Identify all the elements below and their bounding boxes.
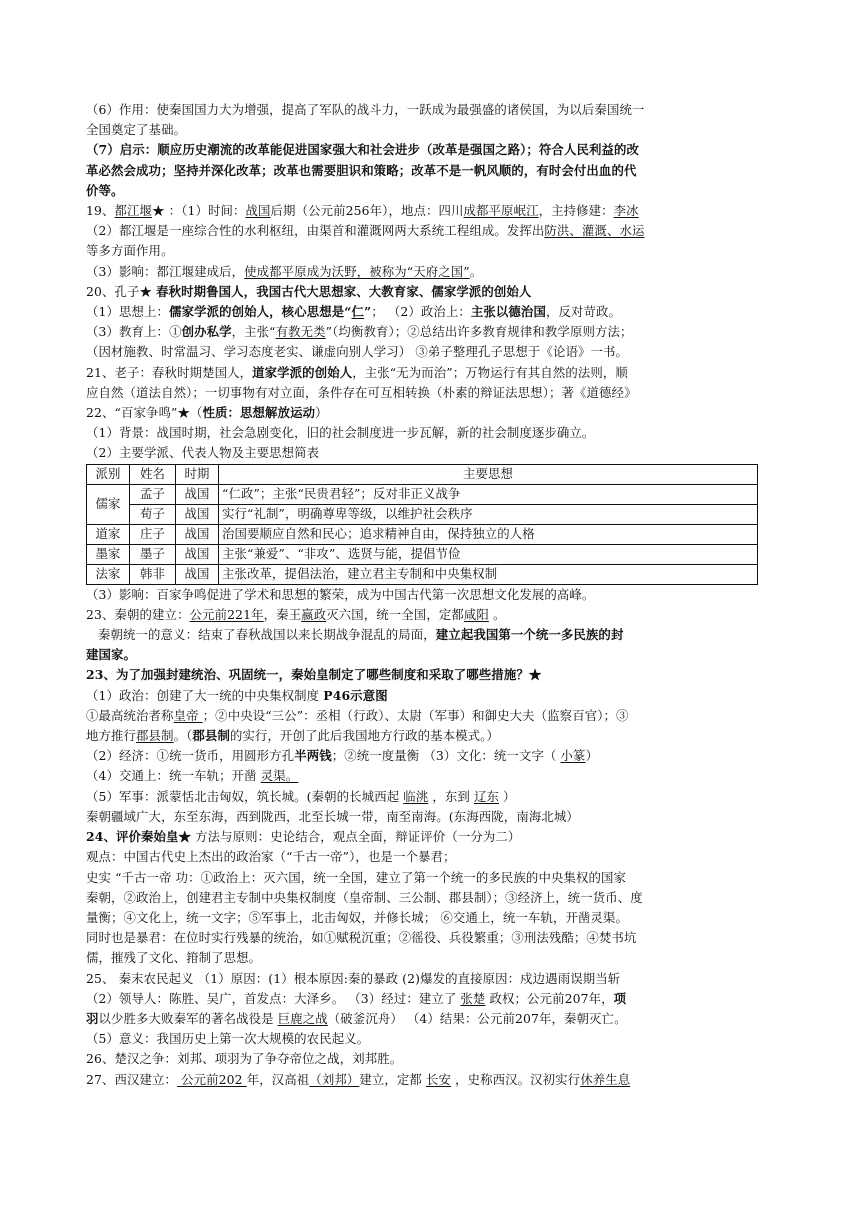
text-line: 等多方面作用。: [86, 243, 174, 259]
section-27-line: 27、西汉建立： 公元前202 年，汉高祖（刘邦）建立，定都 长安 ，史称西汉。汉初实行休养生息: [86, 1071, 631, 1087]
text-line: （6）作用：使秦国国力大为增强，提高了军队的战斗力，一跃成为最强盛的诸侯国，为以后秦国统一: [86, 102, 645, 117]
section-22-line: 22、“百家争鸣”★（性质：思想解放运动）: [86, 405, 328, 421]
table-cell: 治国要顺应自然和民心；追求精神自由，保持独立的人格: [219, 524, 758, 544]
table-cell: 战国: [176, 504, 219, 524]
text-line: 价等。: [86, 182, 124, 198]
table-cell: 孟子: [130, 484, 176, 504]
section-23-measures-line: 23、为了加强封建统治、巩固统一，秦始皇制定了哪些制度和采取了哪些措施？★: [86, 667, 542, 683]
table-row: [87, 484, 758, 504]
text-line: （7）启示：顺应历史潮流的改革能促进国家强大和社会进步（改革是强国之路）；符合人民利益的改: [86, 142, 640, 158]
text-line: 量衡；④文化上，统一文字；⑤军事上，北击匈奴，并修长城； ⑥交通上，统一车轨，开凿灵渠。: [86, 909, 629, 925]
table-cell: 墨家: [87, 544, 130, 564]
text-line: （2）都江堰是一座综合性的水利枢纽，由渠首和灌溉网两大系统工程组成。发挥出防洪、灌溉、水运: [86, 223, 645, 239]
text-line: （3）影响：百家争鸣促进了学术和思想的繁荣，成为中国古代第一次思想文化发展的高峰。: [86, 586, 595, 602]
text-line: （5）军事：派蒙恬北击匈奴，筑长城。(秦朝的长城西起 临洮 ，东到 辽东 ）: [86, 788, 516, 804]
table-header: 派别: [87, 464, 130, 484]
text-line: 秦朝统一的意义：结束了春秋战国以来长期战争混乱的局面，建立起我国第一个统一多民族的封: [98, 627, 624, 643]
section-26-line: 26、楚汉之争：刘邦、项羽为了争夺帝位之战，刘邦胜。: [86, 1051, 403, 1067]
text-line: 儒，摧残了文化、箝制了思想。: [86, 950, 262, 966]
table-cell: 主张改革，提倡法治，建立君主专制和中央集权制: [219, 564, 758, 584]
table-cell: 战国: [176, 524, 219, 544]
text-line: 同时也是暴君：在位时实行残暴的统治，如①赋税沉重；②徭役、兵役繁重；③刑法残酷；④焚书坑: [86, 930, 637, 946]
text-line: （3）教育上：①创办私学，主张“有教无类”（均衡教育）；②总结出许多教育规律和教学原则方法；: [86, 324, 633, 340]
text-line: 秦朝疆域广大，东至东海，西到陇西，北至长城一带，南至南海。(东海西陇，南海北城）: [86, 808, 579, 824]
text-line: ①最高统治者称皇帝 ；②中央设“三公”：丞相（行政）、太尉（军事）和御史大夫（监察百官）；③: [86, 707, 629, 723]
text-line: 建国家。: [86, 647, 137, 663]
table-header-row: [87, 464, 758, 484]
table-header: 主要思想: [219, 464, 758, 484]
text-line: （1）政治：创建了大一统的中央集权制度 P46示意图: [86, 687, 388, 703]
table-cell: 法家: [87, 564, 130, 584]
table-row: [87, 504, 758, 524]
section-21-line: 21、老子：春秋时期楚国人，道家学派的创始人，主张“无为而治”；万物运行有其自然的法则，顺: [86, 364, 628, 380]
table-row: [87, 564, 758, 584]
document-page: [86, 100, 758, 1090]
text-line: 史实 “千古一帝 功：①政治上：灭六国，统一全国，建立了第一个统一的多民族的中央集权的国家: [86, 869, 627, 885]
text-line: （1）背景：战国时期，社会急剧变化，旧的社会制度进一步瓦解，新的社会制度逐步确立。: [86, 425, 595, 441]
text-line: 观点：中国古代史上杰出的政治家（“千古一帝”），也是一个暴君；: [86, 849, 456, 865]
table-cell: 庄子: [130, 524, 176, 544]
table-cell: 荀子: [130, 504, 176, 524]
text-line: 全国奠定了基础。: [86, 122, 187, 138]
table-cell: 韩非: [130, 564, 176, 584]
text-line: 地方推行郡县制。（郡县制的实行，开创了此后我国地方行政的基本模式。）: [86, 728, 500, 744]
table-cell: 儒家: [87, 484, 130, 524]
text-line: 羽以少胜多大败秦军的著名战役是 巨鹿之战（破釜沉舟） （4）结果：公元前207年，秦朝灭亡。: [86, 1010, 627, 1026]
table-cell: 道家: [87, 524, 130, 544]
table-cell: 墨子: [130, 544, 176, 564]
schools-table: [86, 464, 758, 585]
table-cell: 战国: [176, 544, 219, 564]
text-line: （2）主要学派、代表人物及主要思想简表: [86, 445, 320, 461]
text-line: （3）影响：都江堰建成后，使成都平原成为沃野，被称为“天府之国”。: [86, 263, 483, 279]
text-line: （2）领导人：陈胜、吴广，首发点：大泽乡。 （3）经过：建立了 张楚 政权；公元前207年，项: [86, 990, 627, 1006]
table-row: [87, 524, 758, 544]
section-24-line: 24、评价秦始皇★ 方法与原则：史论结合，观点全面，辩证评价（一分为二）: [86, 829, 521, 845]
text-line: （5）意义：我国历史上第一次大规模的农民起义。: [86, 1031, 370, 1047]
text-line: 秦朝，②政治上，创建君主专制中央集权制度（皇帝制、三公制、郡县制）；③经济上，统一货币、度: [86, 889, 643, 905]
section-20-line: 20、孔子★ 春秋时期鲁国人，我国古代大思想家、大教育家、儒家学派的创始人: [86, 283, 532, 299]
section-23-line: 23、秦朝的建立：公元前221年，秦王嬴政灭六国，统一全国，定都咸阳 。: [86, 606, 506, 622]
table-header: 时期: [176, 464, 219, 484]
text-line: （因材施教、时常温习、学习态度老实、谦虚向别人学习） ③弟子整理孔子思想于《论语》一书。: [86, 344, 629, 360]
section-25-line: 25、 秦末农民起义 （1）原因：(1）根本原因:秦的暴政 (2)爆发的直接原因：戍边遇雨误期当斩: [86, 970, 621, 986]
table-cell: 战国: [176, 484, 219, 504]
table-cell: 战国: [176, 564, 219, 584]
text-line: 应自然（道法自然）；一切事物有对立面，条件存在可互相转换（朴素的辩证法思想）；著《道德经》: [86, 384, 637, 400]
table-cell: 主张“兼爱”、“非攻”、选贤与能，提倡节俭: [219, 544, 758, 564]
text-line: （2）经济：①统一货币，用圆形方孔半两钱；②统一度量衡 （3）文化：统一文字（ 小篆）: [86, 748, 599, 764]
table-header: 姓名: [130, 464, 176, 484]
table-cell: “仁政”；主张“民贵君轻”；反对非正义战争: [219, 484, 758, 504]
text-line: （4）交通上：统一车轨；开凿 灵渠。: [86, 768, 299, 784]
text-line: 革必然会成功；坚持并深化改革；改革也需要胆识和策略；改革不是一帆风顺的，有时会付出血的代: [86, 162, 637, 178]
table-row: [87, 544, 758, 564]
section-19-line: 19、都江堰★ ：（1）时间：战国后期（公元前256年），地点：四川成都平原岷江，主持修建：李冰: [86, 203, 639, 219]
text-line: （1）思想上：儒家学派的创始人，核心思想是“仁”； （2）政治上：主张以德治国，反对苛政。: [86, 304, 622, 320]
table-cell: 实行“礼制”，明确尊卑等级，以维护社会秩序: [219, 504, 758, 524]
